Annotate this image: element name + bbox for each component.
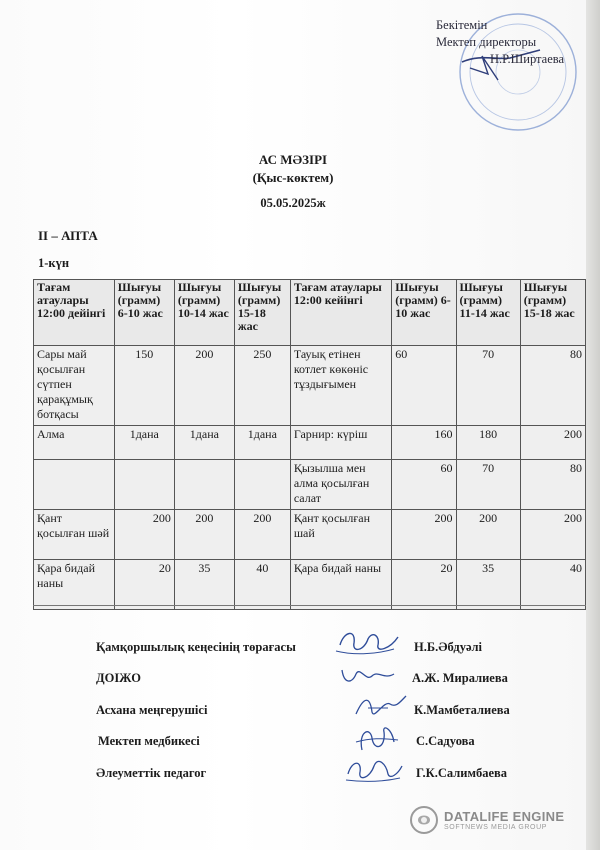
handwritten-signature-4 [352,722,402,756]
table-cell: Алма [34,426,115,460]
watermark-brand: DATALIFE ENGINE [444,809,565,824]
table-cell: 20 [392,560,456,610]
table-cell: 200 [174,346,234,426]
header-dish-after-noon: Тағам атаулары 12:00 кейінгі [290,280,391,346]
signatory-name-social-pedagogue: Г.К.Салимбаева [416,766,508,780]
signatory-name-school-nurse: С.Садуова [416,734,475,748]
menu-table [33,279,586,610]
table-cell: 180 [456,426,520,460]
table-cell: 1дана [114,426,174,460]
table-cell [114,460,174,510]
day-label: 1-күн [38,256,70,270]
header-yield-15-18-pm: Шығуы (грамм) 15-18 жас [520,280,585,346]
table-bottom-rule [33,605,586,606]
table-cell: 150 [114,346,174,426]
table-cell: 200 [114,510,174,560]
header-dish-before-noon: Тағам атаулары 12:00 дейінгі [34,280,115,346]
signatory-name-doizho: А.Ж. Миралиева [412,671,508,685]
table-cell: 80 [520,346,585,426]
table-cell: 250 [234,346,290,426]
handwritten-signature-1 [334,625,404,659]
table-cell: Қара бидай наны [34,560,115,610]
header-yield-10-14: Шығуы (грамм) 10-14 жас [174,280,234,346]
signatory-name-canteen-head: К.Мамбеталиева [414,703,510,717]
signatory-role-social-pedagogue: Әлеуметтік педагог [96,766,207,780]
table-cell: 200 [520,426,585,460]
document-title: АС МӘЗІРІ [258,152,328,167]
table-cell: 160 [392,426,456,460]
table-row [34,346,586,426]
handwritten-signature-3 [350,690,410,724]
table-row [34,560,586,610]
signatory-name-board-chair: Н.Б.Әбдуәлі [414,640,483,654]
table-cell: 200 [392,510,456,560]
week-label: ІІ – АПТА [38,228,98,243]
table-cell: Қара бидай наны [290,560,391,610]
signatory-role-doizho: ДОІЖО [96,671,141,685]
table-cell: 1дана [174,426,234,460]
table-cell [34,460,115,510]
table-header-row [34,280,586,346]
table-cell: 35 [456,560,520,610]
document-date: 05.05.2025ж [260,196,326,210]
watermark-subtitle: SOFTNEWS MEDIA GROUP [444,824,548,831]
table-cell: 60 [392,346,456,426]
table-cell: 80 [520,460,585,510]
table-cell: 70 [456,460,520,510]
table-cell: Қант қосылған шәй [34,510,115,560]
header-yield-6-10: Шығуы (грамм) 6-10 жас [114,280,174,346]
table-cell: 35 [174,560,234,610]
approval-name: Н.Р.Ширтаева [490,52,565,66]
table-cell: 200 [234,510,290,560]
table-cell: 70 [456,346,520,426]
table-cell: 200 [520,510,585,560]
page-edge [586,0,600,850]
table-row [34,460,586,510]
season-subtitle: (Қыс-көктем) [252,170,334,185]
signatory-role-canteen-head: Асхана меңгерушісі [96,703,208,717]
header-yield-6-10-pm: Шығуы (грамм) 6-10 жас [392,280,456,346]
table-cell [174,460,234,510]
table-row [34,510,586,560]
table-cell: Сары май қосылған сүтпен қарақұмық ботқасы [34,346,115,426]
table-cell: Гарнир: күріш [290,426,391,460]
table-cell: 40 [234,560,290,610]
signatory-role-school-nurse: Мектеп медбикесі [98,734,200,748]
handwritten-signature-2 [338,662,398,690]
header-yield-11-14-pm: Шығуы (грамм) 11-14 жас [456,280,520,346]
table-cell: 1дана [234,426,290,460]
table-cell: Қызылша мен алма қосылған салат [290,460,391,510]
table-cell: Тауық етінен котлет көкөніс тұздығымен [290,346,391,426]
table-cell: 20 [114,560,174,610]
table-cell [234,460,290,510]
signatory-role-board-chair: Қамқоршылық кеңесінің төрағасы [96,640,296,654]
approval-heading: Бекітемін [436,18,488,32]
header-yield-15-18: Шығуы (грамм) 15-18 жас [234,280,290,346]
approval-block [436,17,564,68]
handwritten-signature-5 [342,752,406,786]
table-cell: Қант қосылған шай [290,510,391,560]
table-cell: 200 [174,510,234,560]
table-cell: 40 [520,560,585,610]
approval-position: Мектеп директоры [436,35,537,49]
table-cell: 200 [456,510,520,560]
table-row [34,426,586,460]
table-cell: 60 [392,460,456,510]
site-watermark [410,806,564,834]
dle-logo-icon [410,806,438,834]
